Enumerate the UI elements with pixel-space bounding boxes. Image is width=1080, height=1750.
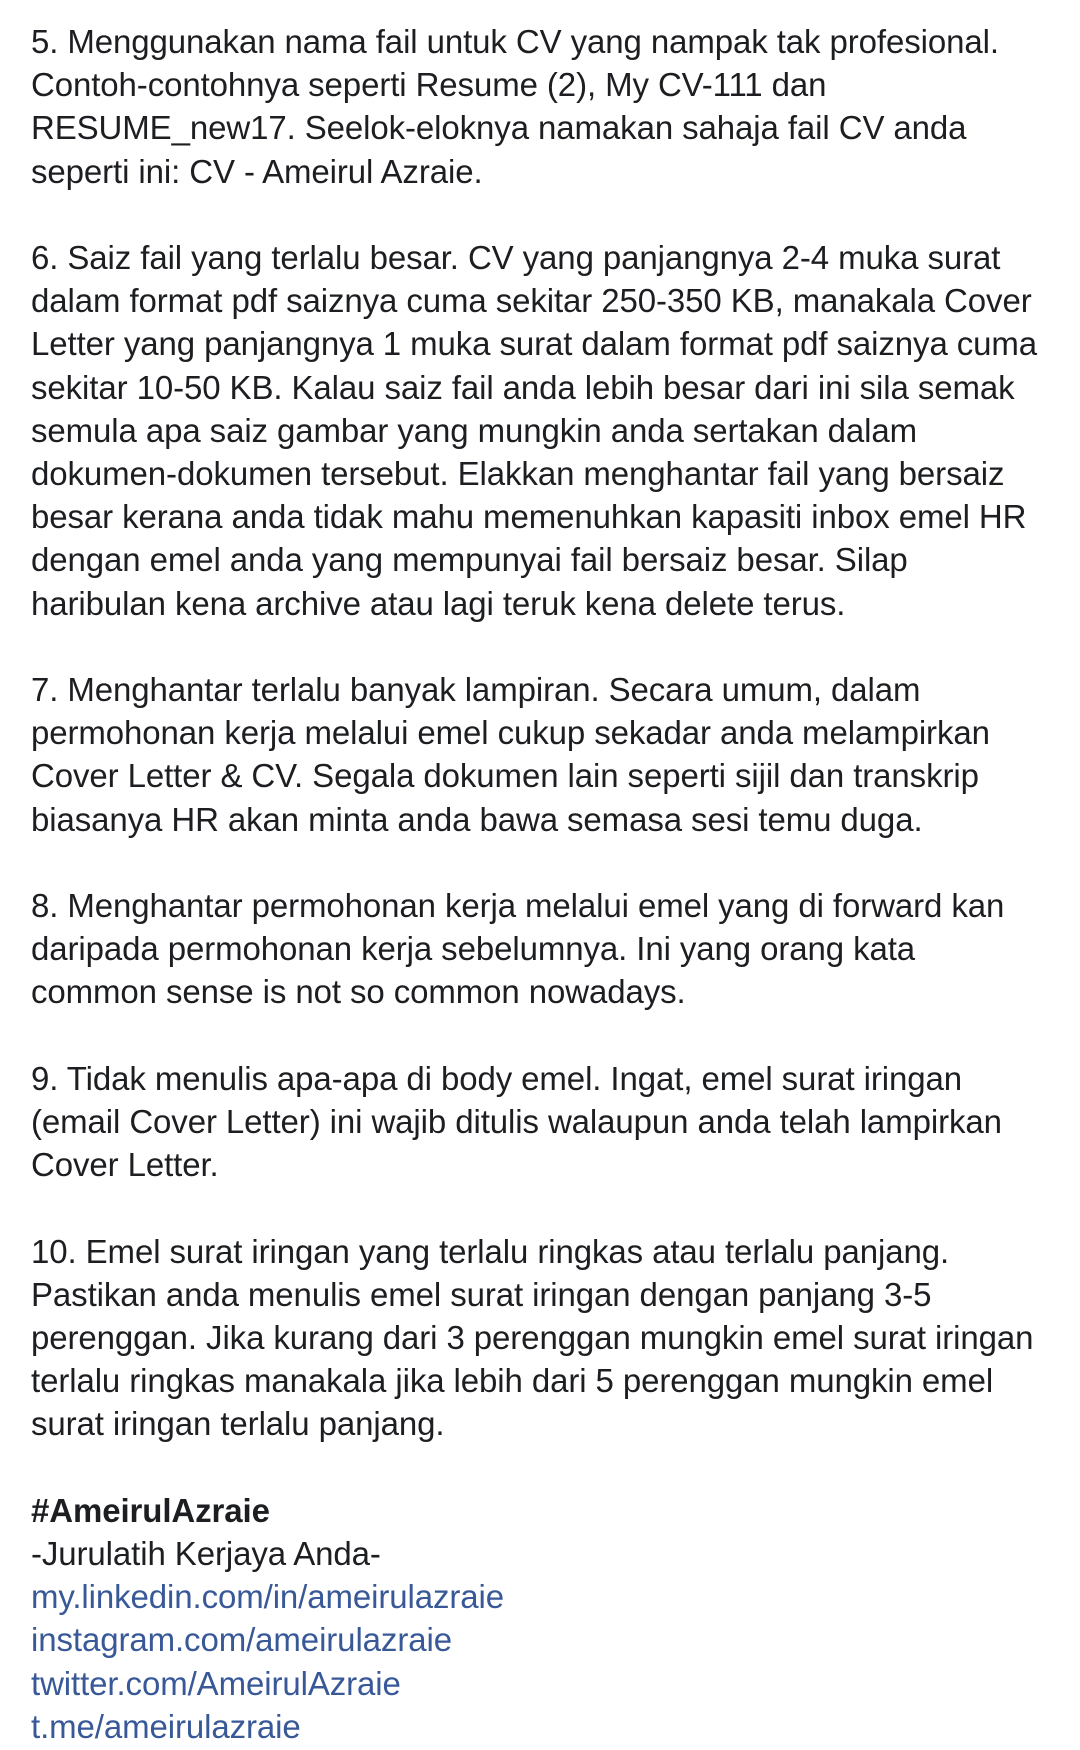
signature: -Jurulatih Kerjaya Anda- <box>31 1535 381 1573</box>
post-footer <box>31 1489 1071 1748</box>
paragraph-point-7: 7. Menghantar terlalu banyak lampiran. Secara umum, dalam permohonan kerja melalui emel cukup sekadar anda melampirkan Cover Letter & CV. Segala dokumen lain seperti sijil dan transkrip biasanya HR akan minta anda bawa semasa sesi temu duga. <box>31 671 990 838</box>
instagram-link[interactable]: instagram.com/ameirulazraie <box>31 1621 452 1659</box>
paragraph-point-9: 9. Tidak menulis apa-apa di body emel. Ingat, emel surat iringan (email Cover Letter) ini wajib ditulis walaupun anda telah lampirkan Cover Letter. <box>31 1059 1002 1184</box>
telegram-link[interactable]: t.me/ameirulazraie <box>31 1707 301 1745</box>
paragraph-point-10: 10. Emel surat iringan yang terlalu ringkas atau terlalu panjang. Pastikan anda menulis emel surat iringan dengan panjang 3-5 perenggan. Jika kurang dari 3 perenggan mungkin emel surat iringan terlalu ringkas manakala jika lebih dari 5 perenggan mungkin emel surat iringan terlalu panjang. <box>31 1232 1034 1443</box>
paragraph-point-6: 6. Saiz fail yang terlalu besar. CV yang panjangnya 2-4 muka surat dalam format pdf saiznya cuma sekitar 250-350 KB, manakala Cover Letter yang panjangnya 1 muka surat dalam format pdf saiznya cuma sekitar 10-50 KB. Kalau saiz fail anda lebih besar dari ini sila semak semula apa saiz gambar yang mungkin anda sertakan dalam dokumen-dokumen tersebut. Elakkan menghantar fail yang bersaiz besar kerana anda tidak mahu memenuhkan kapasiti inbox emel HR dengan emel anda yang mempunyai fail bersaiz besar. Silap haribulan kena archive atau lagi teruk kena delete terus. <box>31 239 1038 622</box>
paragraph-point-5: 5. Menggunakan nama fail untuk CV yang nampak tak profesional. Contoh-contohnya seperti Resume (2), My CV-111 dan RESUME_new17. Seelok-eloknya namakan sahaja fail CV anda seperti ini: CV - Ameirul Azraie. <box>31 23 999 190</box>
hashtag-link[interactable]: #AmeirulAzraie <box>31 1491 270 1529</box>
twitter-link[interactable]: twitter.com/AmeirulAzraie <box>31 1664 401 1702</box>
paragraph-point-8: 8. Menghantar permohonan kerja melalui emel yang di forward kan daripada permohonan kerja sebelumnya. Ini yang orang kata common sense is not so common nowadays. <box>31 887 1005 1011</box>
linkedin-link[interactable]: my.linkedin.com/in/ameirulazraie <box>31 1578 505 1616</box>
post-body <box>31 20 1071 1748</box>
